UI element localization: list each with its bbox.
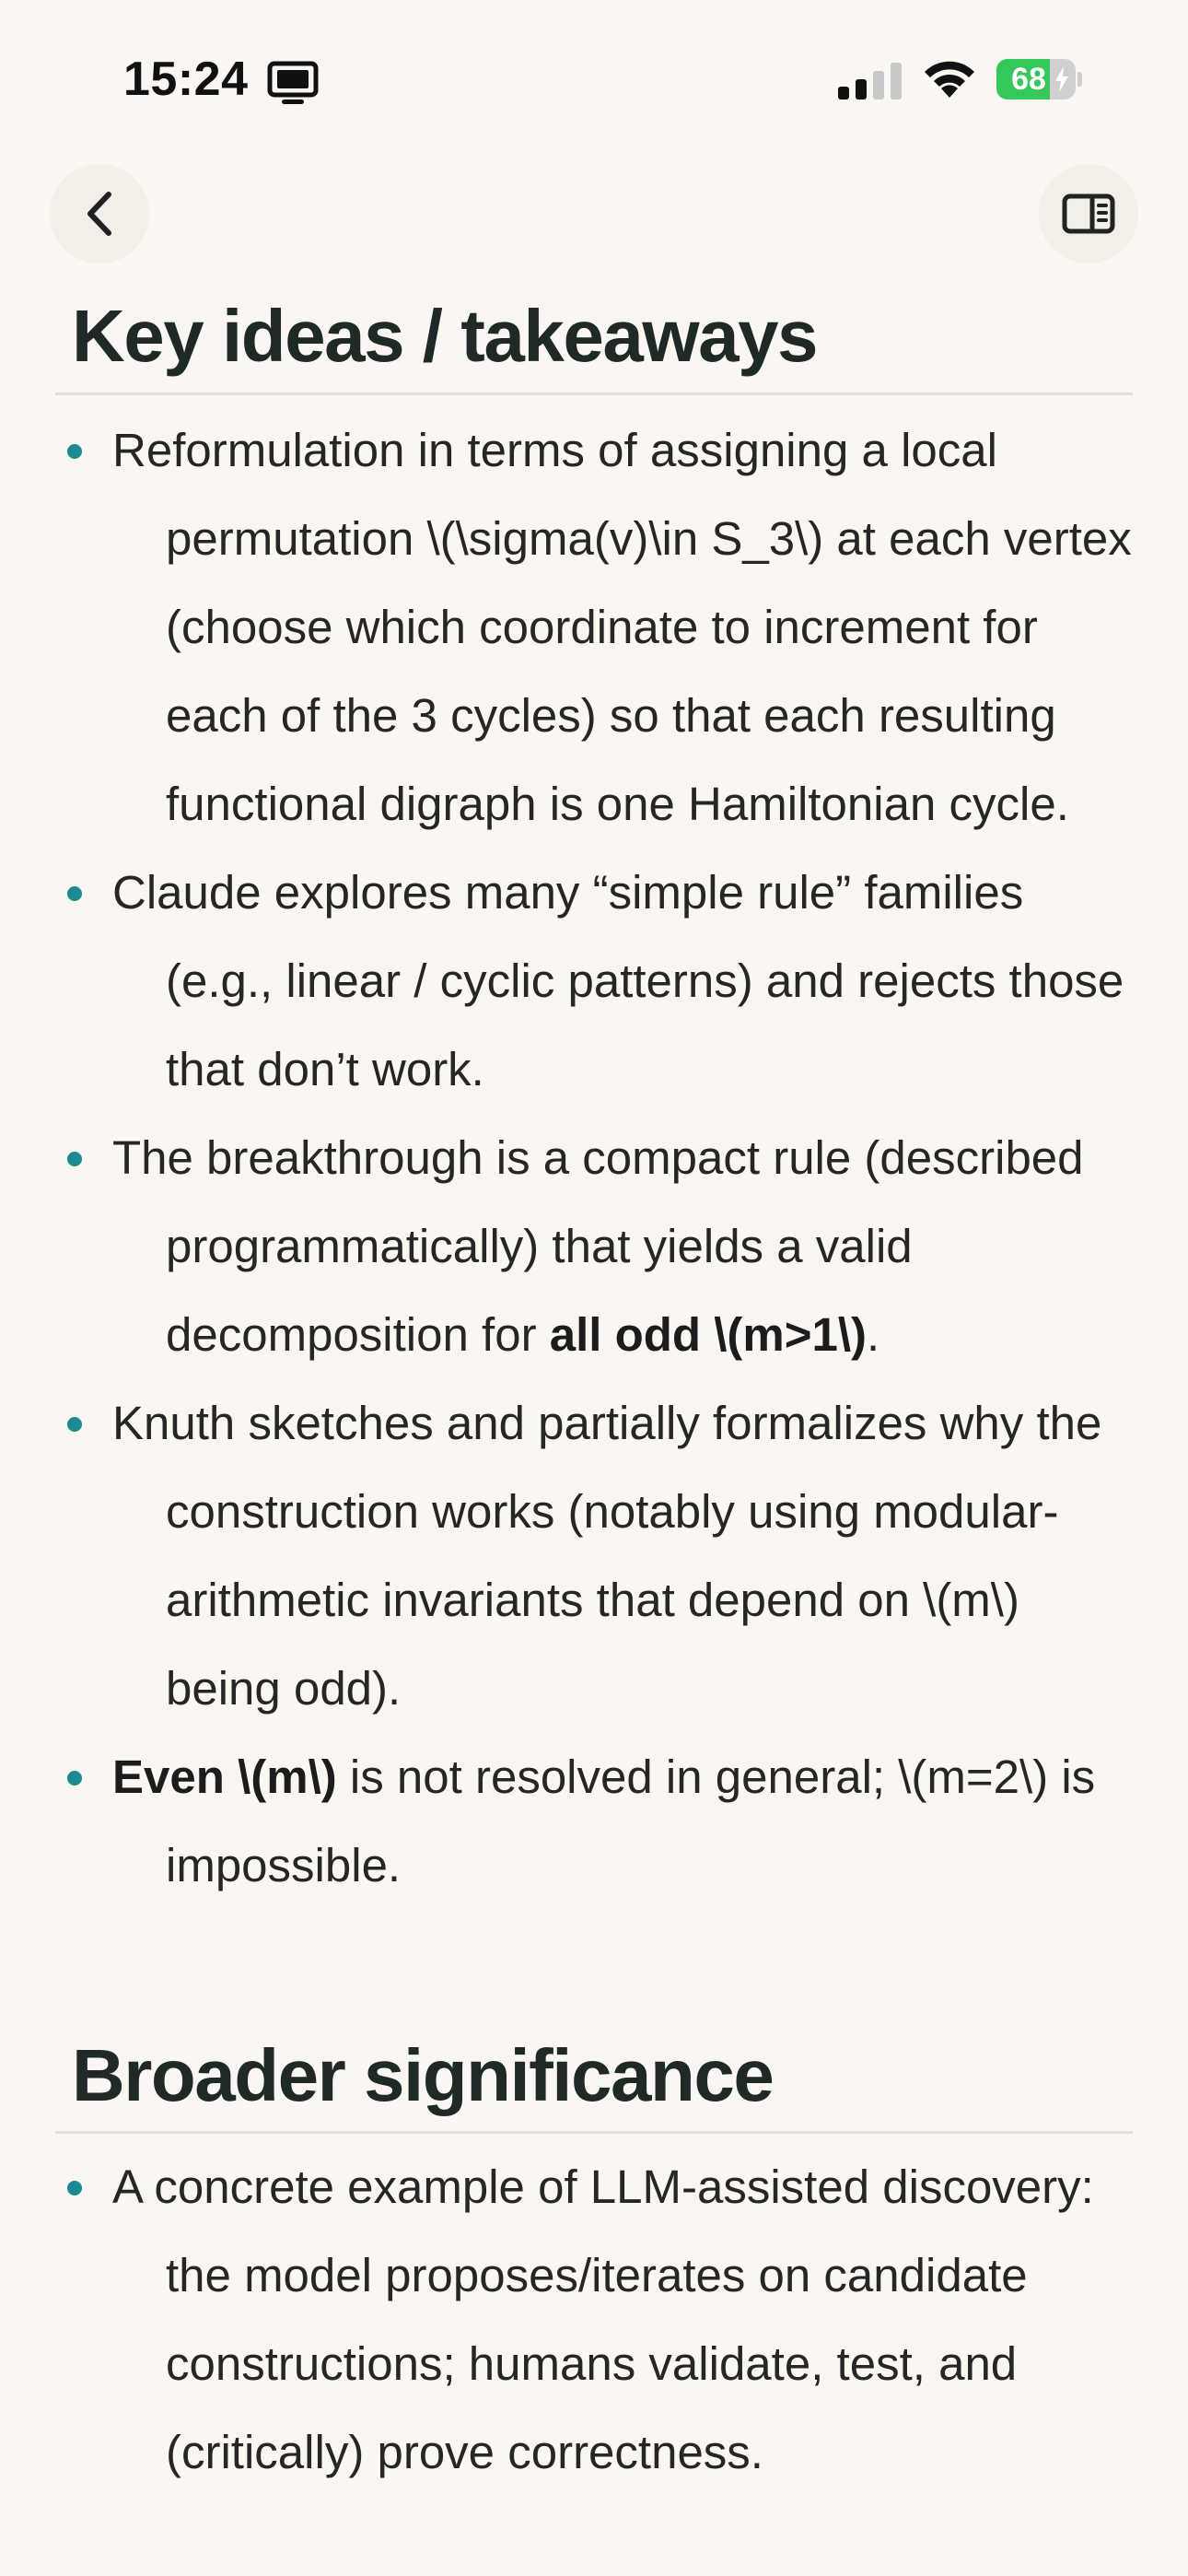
list-item: Knuth sketches and partially formalizes why the construction works (notably using modular-arithmetic invariants that depend on \(m\) being odd).: [0, 1379, 1188, 1733]
cellular-signal-icon: [838, 63, 904, 100]
section-divider: [55, 2131, 1133, 2134]
section-key-ideas: [0, 280, 1188, 1910]
article-content: [0, 276, 1188, 2497]
bullet-dot: [67, 886, 82, 901]
list-item: A concrete example of LLM-assisted discovery: the model proposes/iterates on candidate constructions; humans validate, test, and (critically) prove correctness.: [0, 2143, 1188, 2497]
takeaways-list: [0, 406, 1188, 1910]
bold-text: Even \(m\): [112, 1751, 337, 1803]
status-bar: [0, 0, 1188, 161]
list-item: The breakthrough is a compact rule (described programmatically) that yields a valid decomposition for all odd \(m>1\).: [0, 1114, 1188, 1379]
battery-level: 68: [1011, 62, 1046, 97]
list-item: Reformulation in terms of assigning a local permutation \(\sigma(v)\in S_3\) at each vertex (choose which coordinate to increment for each of the 3 cycles) so that each resulting functional digraph is one Hamiltonian cycle.: [0, 406, 1188, 849]
section-heading: Key ideas / takeaways: [72, 295, 818, 377]
status-time: 15:24: [123, 53, 249, 106]
bullet-dot: [67, 1152, 82, 1166]
significance-list: [0, 2143, 1188, 2497]
chevron-left-icon: [81, 189, 118, 239]
list-item: Claude explores many “simple rule” families (e.g., linear / cyclic patterns) and rejects those that don’t work.: [0, 849, 1188, 1114]
bullet-dot: [67, 1771, 82, 1786]
section-heading: Broader significance: [72, 2034, 774, 2116]
bullet-dot: [67, 2181, 82, 2195]
section-broader-significance: [0, 2020, 1188, 2497]
battery-indicator: [996, 59, 1081, 100]
screen-mirroring-icon: [267, 61, 319, 107]
bullet-dot: [67, 1417, 82, 1432]
back-button[interactable]: [50, 164, 149, 263]
list-item: Even \(m\) is not resolved in general; \(m=2\) is impossible.: [0, 1733, 1188, 1910]
sidebar-toggle-button[interactable]: [1039, 164, 1138, 263]
sidebar-panel-icon: [1062, 193, 1115, 234]
charging-bolt-icon: [1054, 66, 1070, 92]
section-divider: [55, 392, 1133, 395]
wifi-icon: [921, 57, 978, 100]
bullet-dot: [67, 444, 82, 459]
bold-text: all odd \(m>1\): [549, 1308, 868, 1361]
